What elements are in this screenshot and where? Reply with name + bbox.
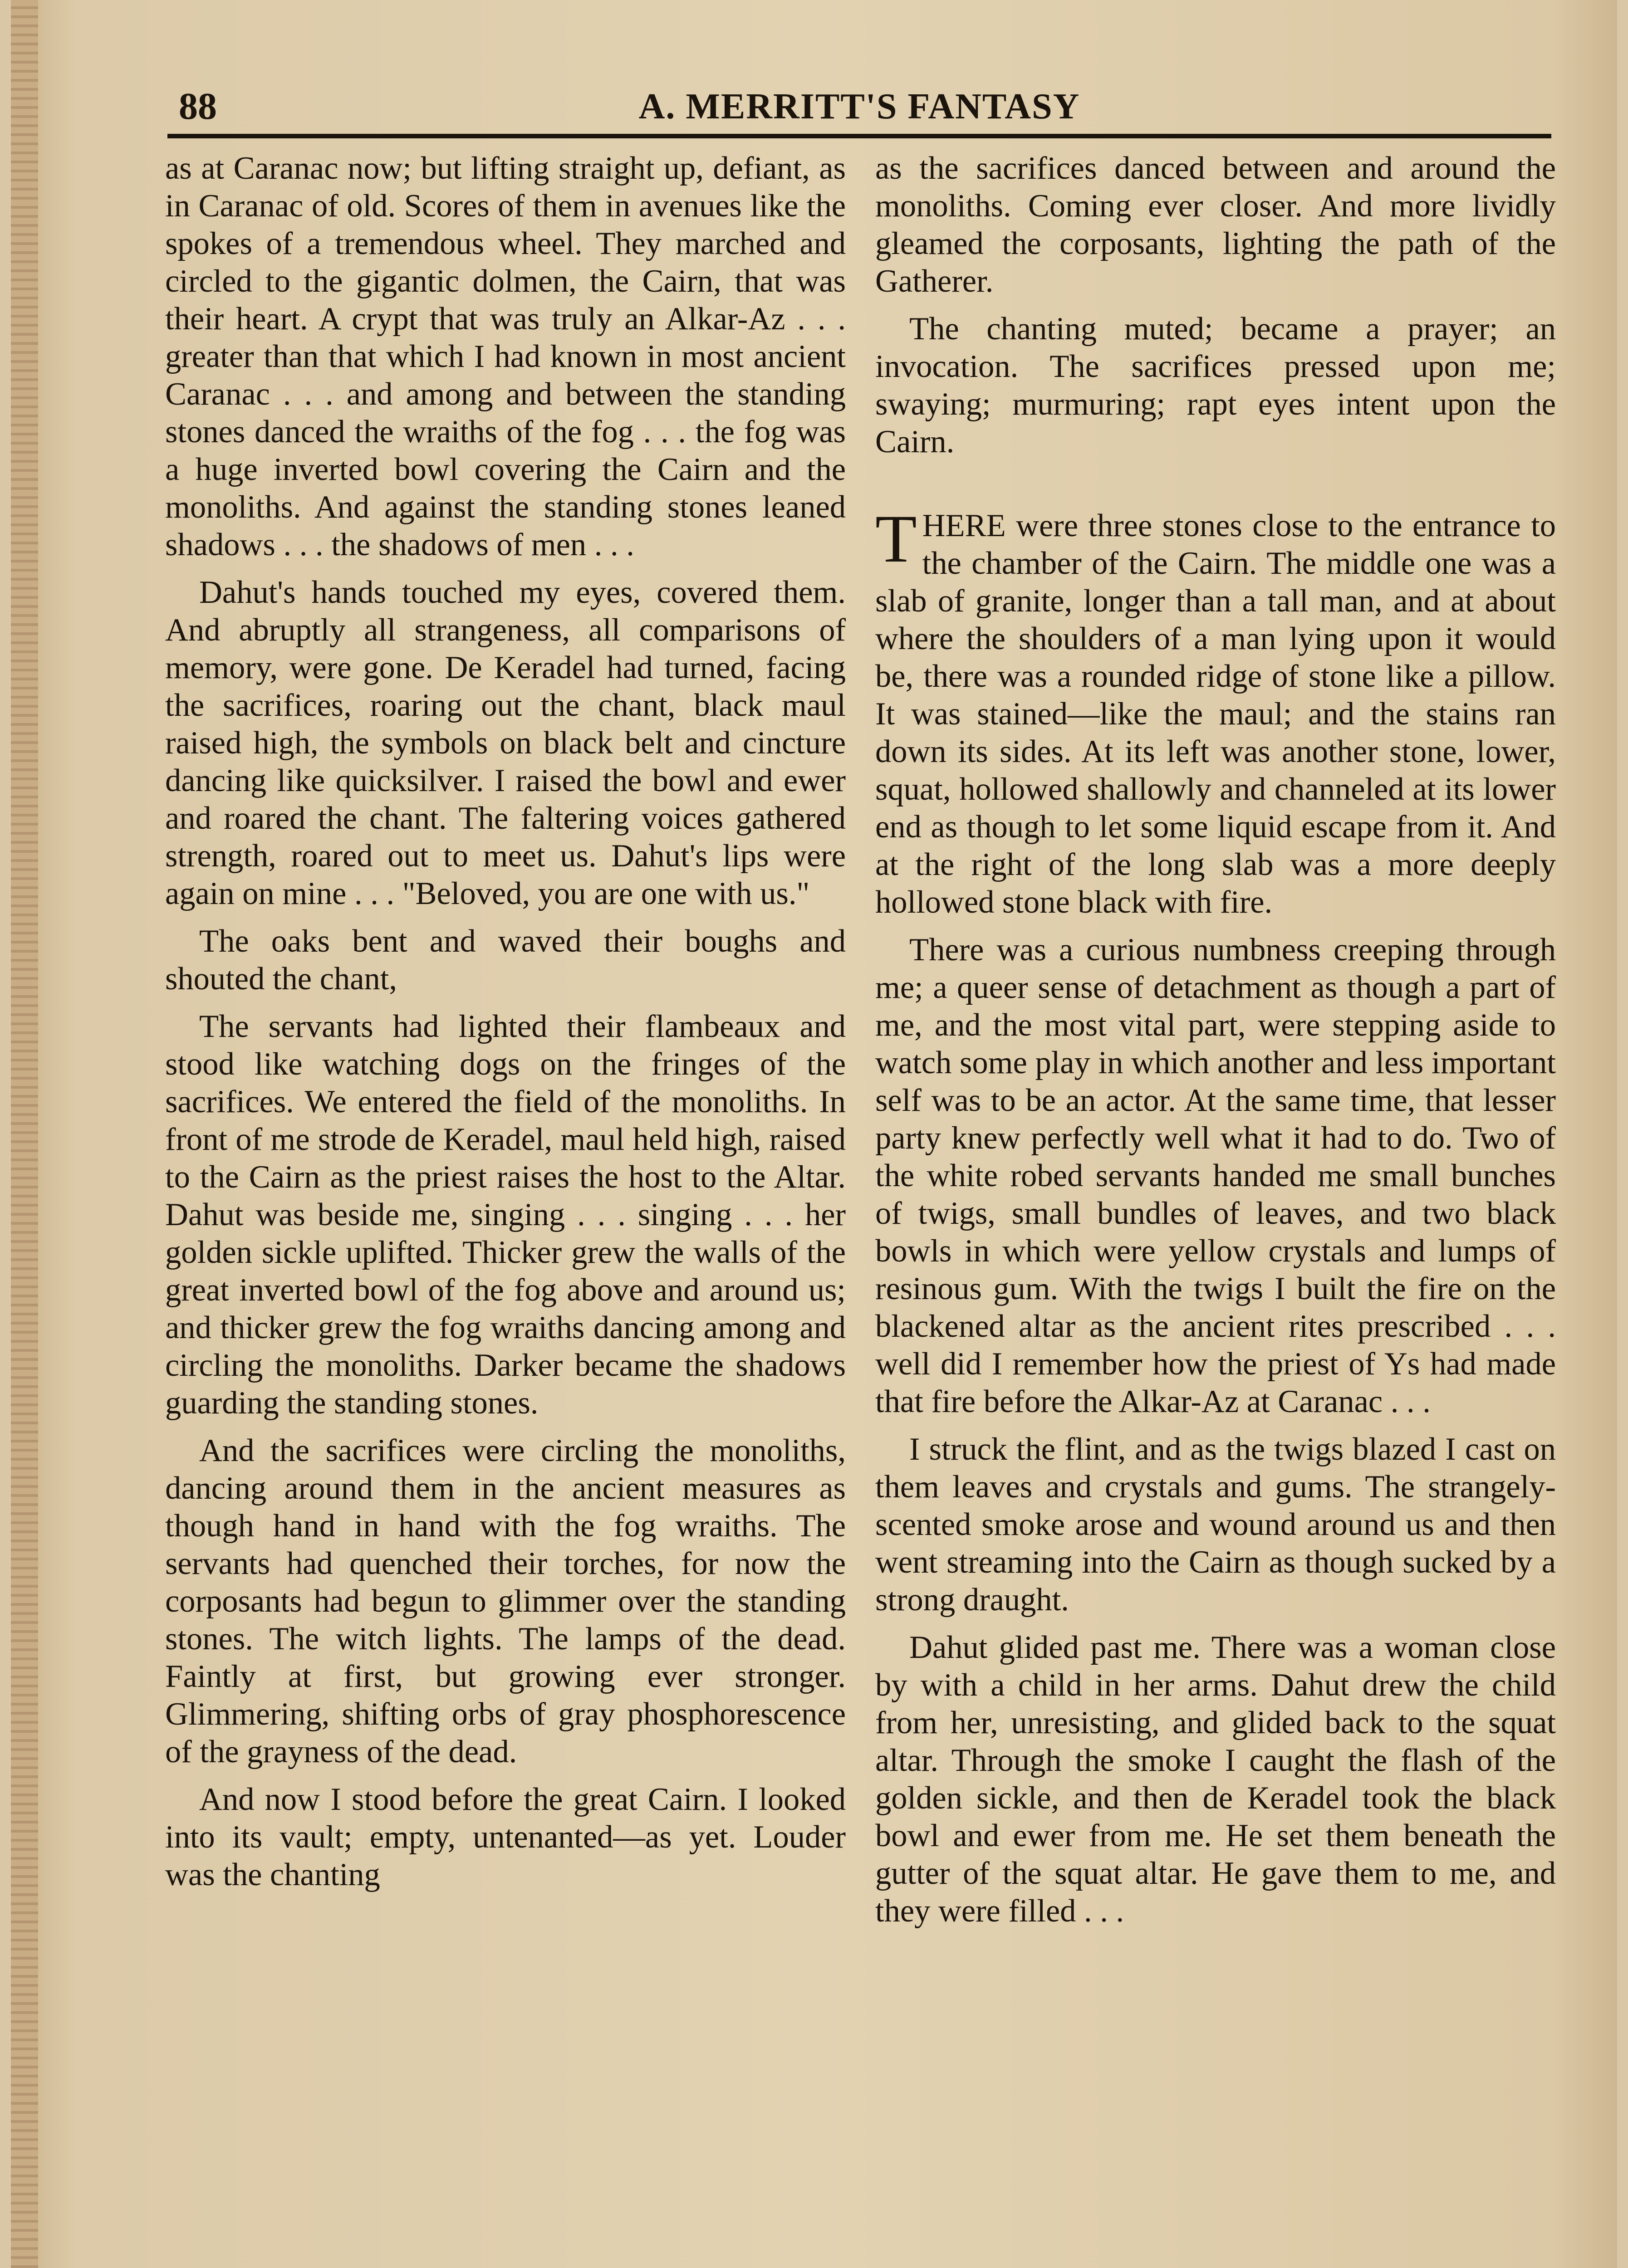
- book-page: [11, 0, 1617, 2268]
- paragraph: as the sacrifices danced between and around the monoliths. Coming ever closer. And more lividly gleamed the corposants, lighting the path of the Gatherer.: [875, 151, 1556, 299]
- drop-cap-paragraph: [875, 501, 1556, 921]
- paragraph: The oaks bent and waved their boughs and shouted the chant,: [165, 924, 846, 997]
- paragraph: And the sacrifices were circling the monoliths, dancing around them in the ancient measures as though hand in hand with the fog wraiths. The servants had quenched their torches, for now the corposants had begun to glimmer over the standing stones. The witch lights. The lamps of the dead. Faintly at first, but growing ever stronger. Glimmering, shifting orbs of gray phosphorescence of the grayness of the dead.: [165, 1433, 846, 1769]
- paragraph: There was a curious numbness creeping through me; a queer sense of detachment as though a part of me, and the most vital part, were stepping aside to watch some play in which another and less important self was to be an actor. At the same time, that lesser party knew perfectly well what it had to do. Two of the white robed servants handed me small bunches of twigs, small bundles of leaves, and two black bowls in which were yellow crystals and lumps of resinous gum. With the twigs I built the fire on the blackened altar as the ancient rites prescribed . . . well did I remember how the priest of Ys had made that fire before the Alkar-Az at Caranac . . .: [875, 932, 1556, 1419]
- paragraph: Dahut's hands touched my eyes, covered them. And abruptly all strangeness, all comparisons of memory, were gone. De Keradel had turned, facing the sacrifices, roaring out the chant, black maul raised high, the symbols on black belt and cincture dancing like quicksilver. I raised the bowl and ewer and roared the chant. The faltering voices gathered strength, roared out to meet us. Dahut's lips were again on mine . . . "Beloved, you are one with us.": [165, 575, 846, 911]
- running-title: A. MERRITT'S FANTASY: [638, 87, 1080, 127]
- paragraph: Dahut glided past me. There was a woman close by with a child in her arms. Dahut drew the child from her, unresisting, and glided back to the squat altar. Through the smoke I caught the flash of the golden sickle, and then de Keradel took the black bowl and ewer from me. He set them beneath the gutter of the squat altar. He gave them to me, and they were filled . . .: [875, 1630, 1556, 1929]
- drop-cap-paragraph-text: HERE were three stones close to the entrance to the chamber of the Cairn. The middle one was a slab of granite, longer than a tall man, and at about where the shoulders of a man lying upon it would be, there was a rounded ridge of stone like a pillow. It was stained—like the maul; and the stains ran down its sides. At its left was another stone, lower, squat, hollowed shallowly and channeled at its lower end as though to let some liquid escape from it. And at the right of the long slab was a more deeply hollowed stone black with fire.: [875, 508, 1556, 920]
- paragraph: as at Caranac now; but lifting straight up, defiant, as in Caranac of old. Scores of them in avenues like the spokes of a tremendous wheel. They marched and circled to the gigantic dolmen, the Cairn, that was their heart. A crypt that was truly an Alkar-Az . . . greater than that which I had known in most ancient Caranac . . . and among and between the standing stones danced the wraiths of the fog . . . the fog was a huge inverted bowl covering the Cairn and the monoliths. And against the standing stones leaned shadows . . . the shadows of men . . .: [165, 151, 846, 562]
- left-column: [165, 150, 846, 1904]
- paragraph: The chanting muted; became a prayer; an invocation. The sacrifices pressed upon me; swaying; murmuring; rapt eyes intent upon the Cairn.: [875, 311, 1556, 459]
- paragraph: And now I stood before the great Cairn. I looked into its vault; empty, untenanted—as yet. Louder was the chanting: [165, 1782, 846, 1892]
- page-header: [167, 84, 1551, 138]
- drop-cap: T: [875, 501, 917, 577]
- paragraph: The servants had lighted their flambeaux and stood like watching dogs on the fringes of the sacrifices. We entered the field of the monoliths. In front of me strode de Keradel, maul held high, raised to the Cairn as the priest raises the host to the Altar. Dahut was beside me, singing . . . singing . . . her golden sickle uplifted. Thicker grew the walls of the great inverted bowl of the fog above and around us; and thicker grew the fog wraiths dancing among and circling the monoliths. Darker became the shadows guarding the standing stones.: [165, 1009, 846, 1421]
- page-binding-edge: [11, 0, 38, 2268]
- right-column: [875, 150, 1556, 1940]
- page-number: 88: [179, 85, 217, 127]
- paragraph: I struck the flint, and as the twigs blazed I cast on them leaves and crystals and gums. The strangely-scented smoke arose and wound around us and then went streaming into the Cairn as though sucked by a strong draught.: [875, 1432, 1556, 1618]
- section-break: [875, 471, 1556, 507]
